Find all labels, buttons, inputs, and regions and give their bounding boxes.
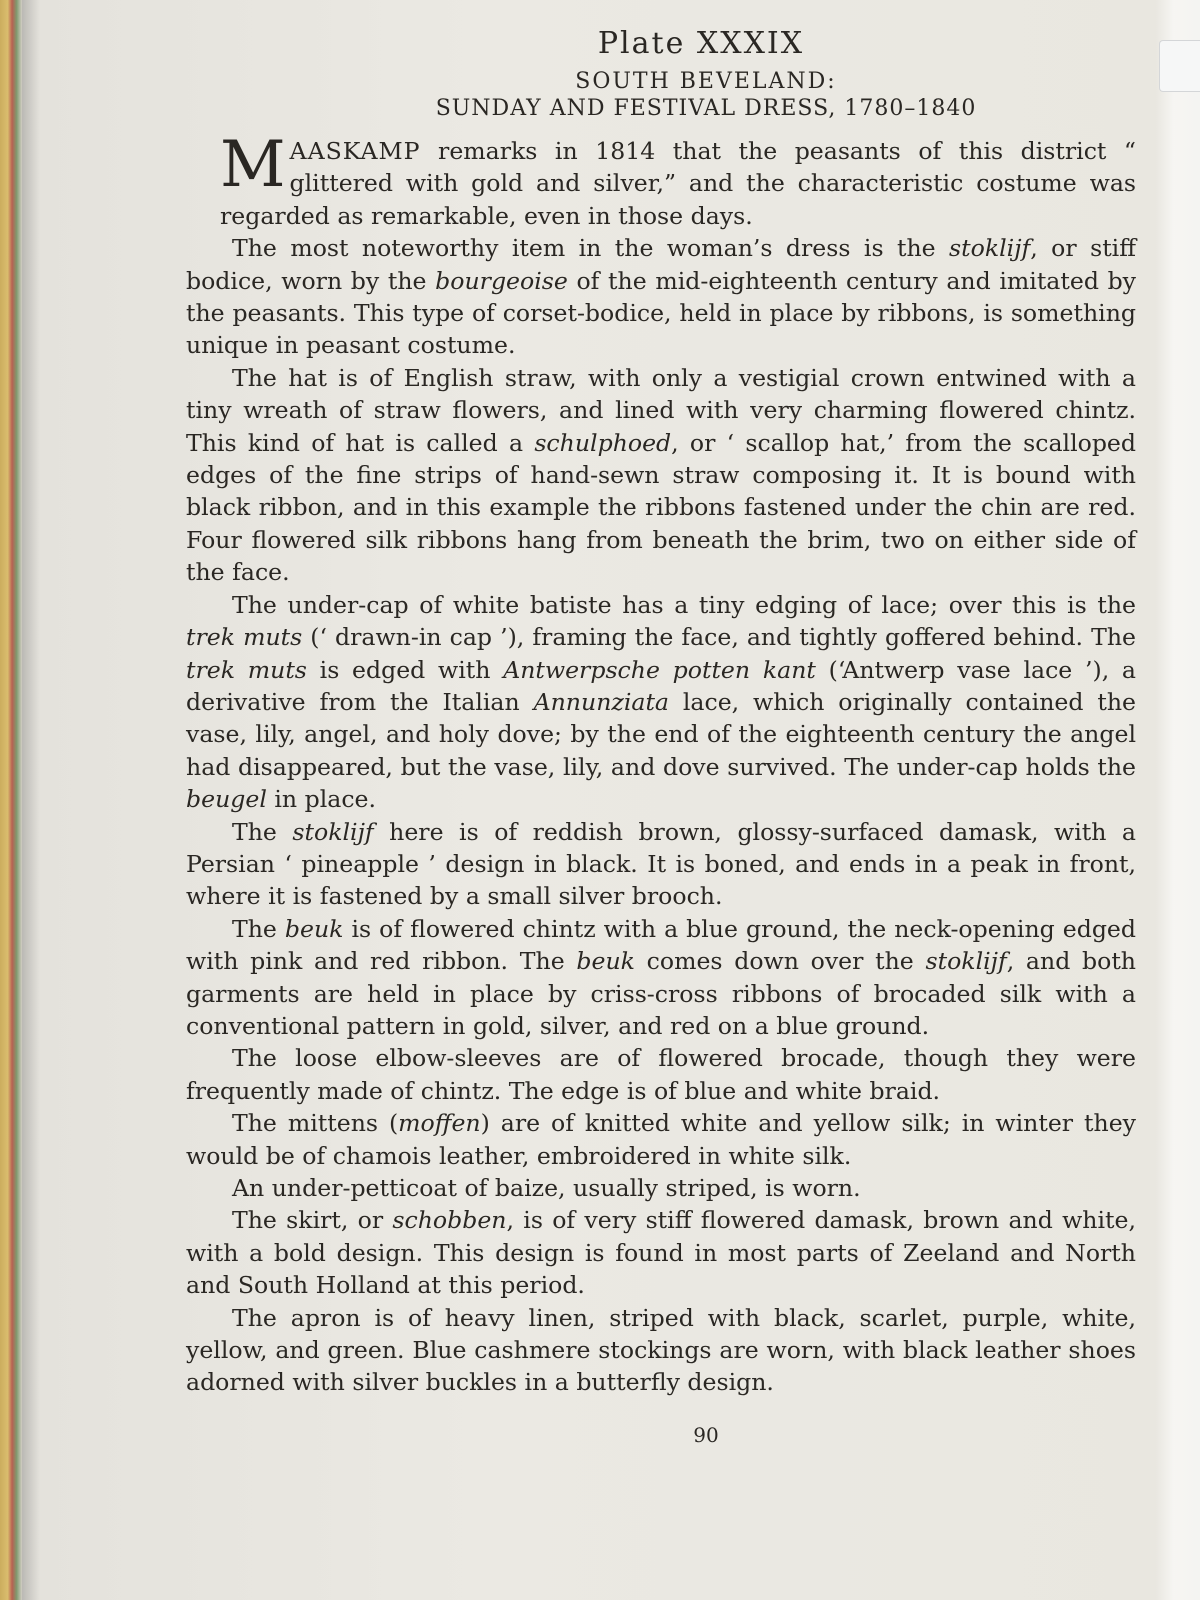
- text-run: in place.: [266, 785, 377, 814]
- text-run: , or stiff bodice, worn by the: [186, 234, 1136, 295]
- italic-term: schulphoed: [534, 428, 672, 457]
- body-text: [186, 128, 1137, 1399]
- text-run: , and both garments are held in place by criss-cross ribbons of brocaded silk with a conventional pattern in gold, silver, and red on a blue ground.: [186, 947, 1136, 1040]
- lead-word: AASKAMP: [289, 137, 421, 165]
- text-run: The hat is of English straw, with only a vestigial crown entwined with a tiny wreath of straw flowers, and lined with very charming flowered chintz. This kind of hat is called a: [186, 363, 1136, 457]
- book-page: [186, 20, 1136, 1580]
- text-run: The: [232, 914, 285, 943]
- page-tab-marker: [1159, 40, 1200, 92]
- text-run: is of flowered chintz with a blue ground, the neck-opening edged with pink and red ribbon. The: [186, 914, 1136, 976]
- paragraph-2: [186, 232, 1136, 362]
- paragraph-text: remarks in 1814 that the peasants of this district “ glittered with gold and silver,” and the characteristic costume was regarded as remarkable, even in those days.: [220, 137, 1136, 230]
- paragraph-3: [186, 362, 1136, 589]
- text-run: here is of reddish brown, glossy-surfaced damask, with a Persian ‘ pineapple ’ design in black. It is boned, and ends in a peak in front, where it is fastened by a small silver brooch.: [186, 817, 1136, 911]
- italic-term: beugel: [186, 785, 267, 814]
- italic-term: beuk: [576, 947, 635, 976]
- text-run: , or ‘ scallop hat,’ from the scalloped edges of the fine strips of hand-sewn straw composing it. It is bound with black ribbon, and in this example the ribbons fastened under the chin are red. Four flowered silk ribbons hang from beneath the brim, two on either side of the face.: [186, 428, 1136, 587]
- text-run: (‘Antwerp vase lace ’), a derivative from the Italian: [186, 655, 1137, 716]
- italic-term: bourgeoise: [435, 266, 568, 295]
- text-run: The: [232, 817, 293, 846]
- italic-term: stoklijf: [949, 234, 1031, 263]
- paragraph-6: [186, 913, 1136, 1043]
- text-run: comes down over the: [634, 947, 926, 976]
- text-run: lace, which originally contained the vase, lily, angel, and holy dove; by the end of the eighteenth century the angel had disappeared, but the vase, lily, and dove survived. The under-cap holds the: [186, 687, 1136, 781]
- italic-term: Antwerpsche potten kant: [503, 655, 816, 684]
- italic-term: Annunziata: [533, 687, 669, 716]
- text-run: (‘ drawn-in cap ’), framing the face, and tightly goffered behind. The: [302, 623, 1136, 652]
- paragraph-7: [186, 1042, 1136, 1107]
- italic-term: trek muts: [186, 623, 303, 652]
- text-run: , is of very stiff flowered damask, brown and white, with a bold design. This design is found in most parts of Zeeland and North and South Holland at this period.: [186, 1206, 1136, 1300]
- book-spine-edge: [0, 0, 22, 1600]
- drop-cap: M: [220, 128, 286, 202]
- paragraph-8: [186, 1107, 1136, 1172]
- italic-term: beuk: [284, 914, 344, 943]
- italic-term: stoklijf: [925, 947, 1007, 976]
- italic-term: stoklijf: [292, 817, 374, 846]
- text-run: The mittens (: [232, 1109, 399, 1138]
- paragraph-11: [186, 1302, 1136, 1399]
- paragraph-4: [186, 589, 1136, 816]
- section-subtitle: SOUTH BEVELAND:: [575, 69, 837, 94]
- paragraph-5: [186, 816, 1136, 913]
- paragraph-10: [186, 1204, 1136, 1301]
- italic-term: moffen: [398, 1109, 481, 1138]
- plate-title: Plate XXXIX: [597, 26, 805, 61]
- italic-term: schobben: [392, 1206, 507, 1235]
- page-right-edge: [1156, 0, 1200, 1600]
- text-run: The skirt, or: [232, 1206, 393, 1235]
- paragraph-1: [220, 128, 1136, 232]
- text-run: The apron is of heavy linen, striped with black, scarlet, purple, white, yellow, and green. Blue cashmere stockings are worn, with black leather shoes adorned with silver buckles in a butterfly design.: [186, 1303, 1136, 1397]
- text-run: An under-petticoat of baize, usually striped, is worn.: [232, 1174, 861, 1202]
- text-run: The under-cap of white batiste has a tiny edging of lace; over this is the: [232, 590, 1136, 619]
- gutter-shadow: [22, 0, 40, 1600]
- text-run: is edged with: [306, 655, 504, 684]
- text-run: of the mid-eighteenth century and imitated by the peasants. This type of corset-bodice, held in place by ribbons, is something unique in peasant costume.: [186, 266, 1136, 360]
- text-run: ) are of knitted white and yellow silk; in winter they would be of chamois leather, embroidered in white silk.: [186, 1109, 1136, 1170]
- section-subtitle-date: SUNDAY AND FESTIVAL DRESS, 1780–1840: [435, 96, 977, 121]
- page-number: 90: [693, 1422, 719, 1447]
- text-run: The most noteworthy item in the woman’s dress is the: [232, 234, 950, 263]
- paragraph-9: [186, 1172, 1136, 1204]
- italic-term: trek muts: [186, 655, 307, 684]
- text-run: The loose elbow-sleeves are of flowered brocade, though they were frequently made of chintz. The edge is of blue and white braid.: [186, 1044, 1136, 1105]
